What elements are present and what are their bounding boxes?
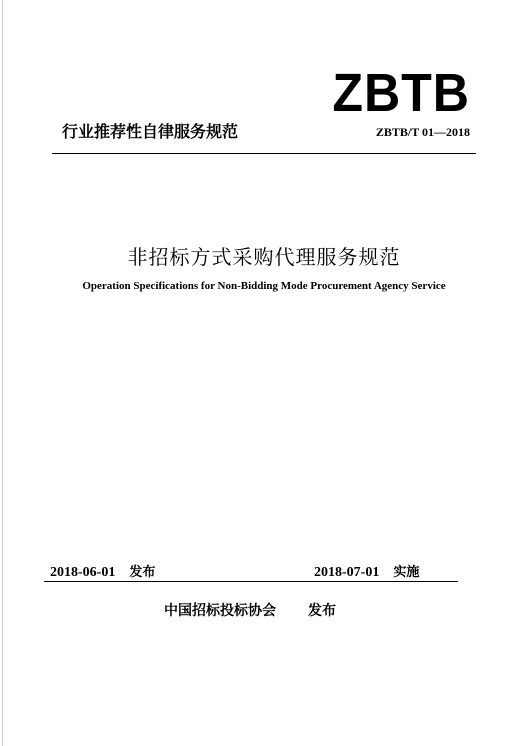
document-title-chinese: 非招标方式采购代理服务规范 bbox=[127, 245, 401, 269]
publisher-line bbox=[164, 601, 336, 621]
publisher-name: 中国招标投标协会 bbox=[164, 603, 276, 619]
standard-category: 行业推荐性自律服务规范 bbox=[62, 122, 239, 141]
header-divider bbox=[52, 153, 476, 154]
effective-date: 2018-07-01 bbox=[314, 565, 380, 580]
page-edge bbox=[2, 0, 3, 746]
issue-date: 2018-06-01 bbox=[50, 565, 116, 580]
issue-date-block bbox=[50, 563, 155, 582]
footer-divider bbox=[44, 581, 458, 582]
standard-logo: ZBTB bbox=[332, 63, 470, 123]
publisher-label: 发布 bbox=[308, 603, 336, 619]
document-title-english: Operation Specifications for Non-Bidding Mode Procurement Agency Service bbox=[82, 280, 446, 292]
effective-label: 实施 bbox=[393, 565, 420, 580]
issue-label: 发布 bbox=[129, 565, 156, 580]
effective-date-block bbox=[314, 563, 419, 582]
standard-number: ZBTB/T 01—2018 bbox=[375, 125, 470, 139]
